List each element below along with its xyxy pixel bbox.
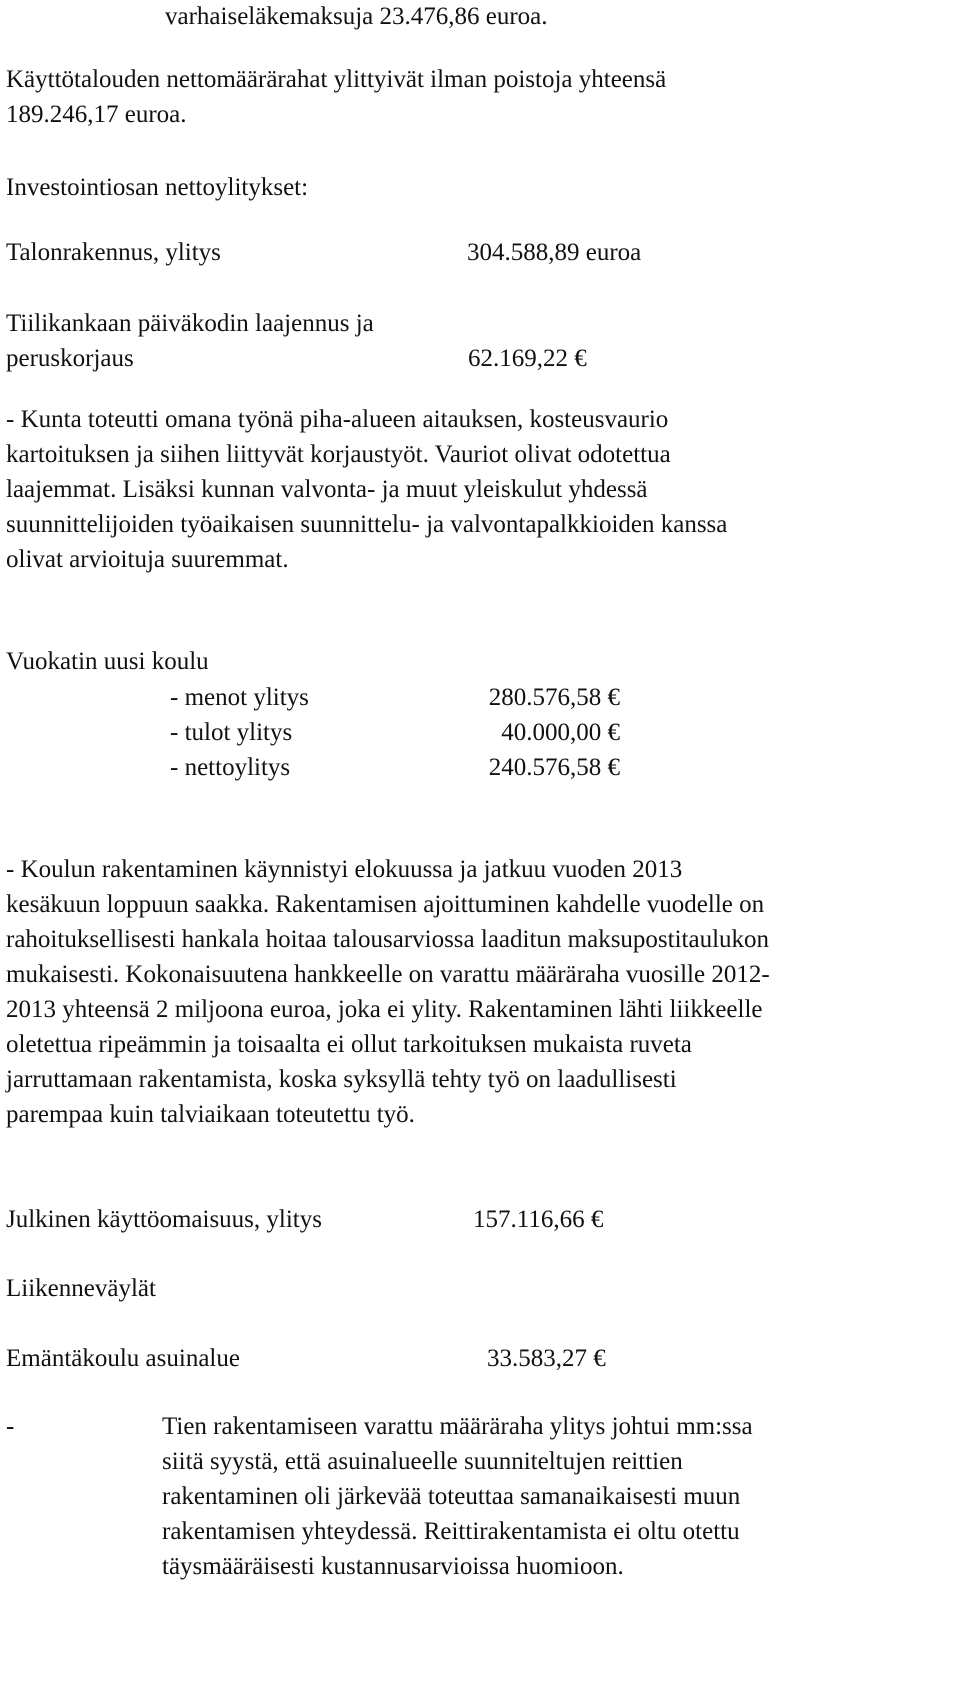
vuokatti-title: Vuokatin uusi koulu	[6, 648, 209, 675]
tien-dash: -	[6, 1413, 15, 1440]
tiilikankaa-para-line: olivat arvioituja suuremmat.	[6, 546, 289, 573]
invest-heading: Investointiosan nettoylitykset:	[6, 174, 309, 201]
tiilikankaa-label-2: peruskorjaus	[6, 345, 134, 372]
emanta-amount: 33.583,27 €	[487, 1345, 606, 1372]
koulu-para-line: mukaisesti. Kokonaisuutena hankkeelle on varattu määräraha vuosille 2012-	[6, 961, 770, 988]
julkinen-amount: 157.116,66 €	[473, 1206, 604, 1233]
julkinen-label: Julkinen käyttöomaisuus, ylitys	[6, 1206, 322, 1233]
tien-line: siitä syystä, että asuinalueelle suunniteltujen reittien	[162, 1448, 683, 1475]
talonrakennus-amount: 304.588,89 euroa	[467, 239, 642, 266]
koulu-para-line: 2013 yhteensä 2 miljoona euroa, joka ei ylity. Rakentaminen lähti liikkeelle	[6, 996, 763, 1023]
koulu-para-line: kesäkuun loppuun saakka. Rakentamisen ajoittuminen kahdelle vuodelle on	[6, 891, 765, 918]
vuokatti-row-label: - nettoylitys	[170, 754, 291, 781]
koulu-para-line: rahoituksellisesti hankala hoitaa talousarviossa laaditun maksupostitaulukon	[6, 926, 770, 953]
liikenne-heading: Liikenneväylät	[6, 1275, 156, 1302]
koulu-para-line: jarruttamaan rakentamista, koska syksyllä tehty työ on laadullisesti	[6, 1066, 677, 1093]
kaytto-line-2: 189.246,17 euroa.	[6, 101, 187, 128]
vuokatti-row-label: - menot ylitys	[170, 684, 309, 711]
top-line: varhaiseläkemaksuja 23.476,86 euroa.	[165, 3, 548, 30]
vuokatti-row-amount: 280.576,58 €	[488, 684, 620, 711]
tien-line: rakentamisen yhteydessä. Reittirakentamista ei oltu otettu	[162, 1518, 740, 1545]
tiilikankaa-para-line: suunnittelijoiden työaikaisen suunnittelu- ja valvontapalkkioiden kanssa	[6, 511, 728, 538]
tiilikankaa-para-line: - Kunta toteutti omana työnä piha-alueen aitauksen, kosteusvaurio	[6, 406, 669, 433]
talonrakennus-label: Talonrakennus, ylitys	[6, 239, 221, 266]
koulu-para-line: - Koulun rakentaminen käynnistyi elokuussa ja jatkuu vuoden 2013	[6, 856, 683, 883]
koulu-para-line: oletettua ripeämmin ja toisaalta ei ollut tarkoituksen mukaista ruveta	[6, 1031, 692, 1058]
vuokatti-row-amount: 40.000,00 €	[501, 719, 620, 746]
vuokatti-row-amount: 240.576,58 €	[488, 754, 620, 781]
emanta-label: Emäntäkoulu asuinalue	[6, 1345, 240, 1372]
koulu-para-line: parempaa kuin talviaikaan toteutettu työ.	[6, 1101, 415, 1128]
tiilikankaa-para-line: kartoituksen ja siihen liittyvät korjaustyöt. Vauriot olivat odotettua	[6, 441, 671, 468]
tien-line: rakentaminen oli järkevää toteuttaa samanaikaisesti muun	[162, 1483, 741, 1510]
tiilikankaa-label-1: Tiilikankaan päiväkodin laajennus ja	[6, 310, 374, 337]
tiilikankaa-amount: 62.169,22 €	[468, 345, 587, 372]
tien-line: täysmääräisesti kustannusarvioissa huomioon.	[162, 1553, 624, 1580]
tiilikankaa-para-line: laajemmat. Lisäksi kunnan valvonta- ja muut yleiskulut yhdessä	[6, 476, 648, 503]
kaytto-line-1: Käyttötalouden nettomäärärahat ylittyivät ilman poistoja yhteensä	[6, 66, 667, 93]
tien-line: Tien rakentamiseen varattu määräraha ylitys johtui mm:ssa	[162, 1413, 753, 1440]
vuokatti-row-label: - tulot ylitys	[170, 719, 293, 746]
